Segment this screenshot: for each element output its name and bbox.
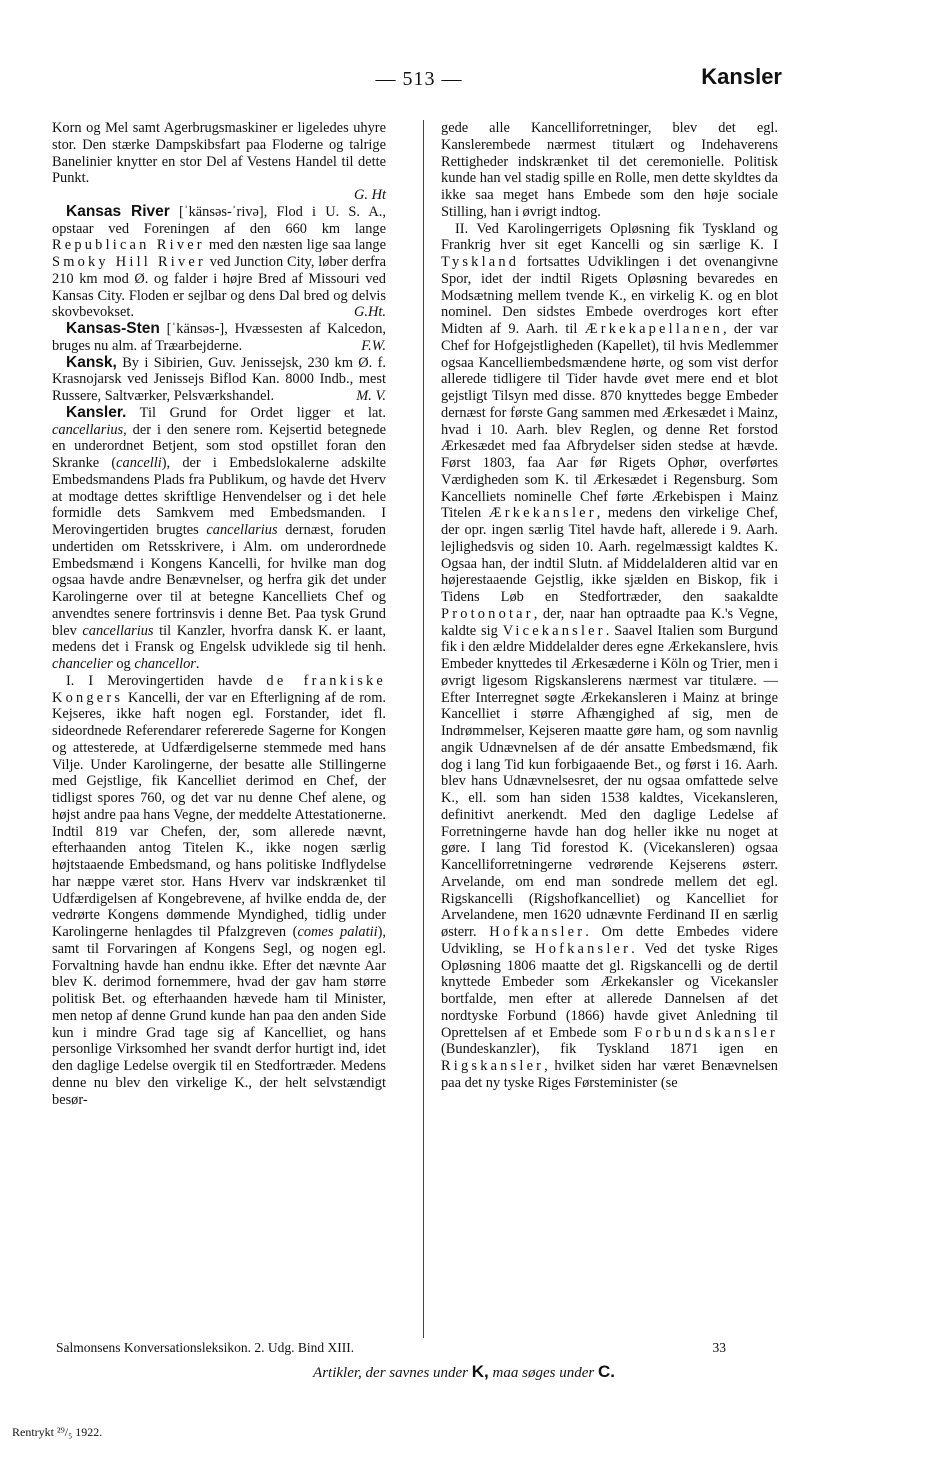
section-i: I. I Merovingertiden havde de frankiske Kongers Kancelli, der var en Efterligning af de rom. Kejseres, ikke haft nogen egl. Forstander, idet fl. sideordnede Referendarer refererede Sagerne for Kongen og attesterede, at Udfærdigelserne stemmede med hans Vilje. Under Karolingerne, der besatte alle Stillingerne med Gejstlige, fik Kancelliet derimod en Chef, der tidligst spores 760, og det var nu denne Chef alene, og højst andre paa hans Vegne, der meddelte Attestationerne. Indtil 819 var Chefen, der, som allerede nævnt, efterhaanden antog Titelen K., ikke nogen særlig højtstaaende Embedsmand, og hans politiske Indflydelse har næppe været stor. Hans Hverv var indskrænket til Udfærdigelsen af Kongebrevene, af hvilke endda de, der vedrørte Kongens dømmende Myndighed, tidlig under Karolingerne henlagdes til Pfalzgreven (comes palatii), samt til Forvaringen af Kongens Segl, og nogen egl. Forvaltning havde han endnu ikke. Efter det nævnte Aar blev K. derimod fornemmere, hvad der gav ham større politisk Bet. og efterhaanden hævede ham til Minister, men netop af denne Grund kunde han paa den anden Side kun i mindre Grad tage sig af Kancelliet, og hans personlige Virksomhed her svandt derfor hurtigt ind, idet den daglige Ledelse overgik til en Stedfortræder. Medens denne nu blev den virkelige K., der helt selvstændigt besør- xyxy=(52,672,387,1108)
footer-note: Artikler, der savnes under K, maa søges under C. xyxy=(313,1362,615,1381)
author-signature: F.W. xyxy=(361,337,386,354)
entry-headword: Kansk, xyxy=(66,353,117,371)
left-column xyxy=(52,120,386,1108)
author-signature: M. V. xyxy=(356,388,386,404)
running-head: Kansler xyxy=(701,64,782,89)
author-signature: G. Ht xyxy=(354,187,386,203)
section-ii: II. Ved Karolingerrigets Opløsning fik Tyskland og Frankrig hver sit eget Kancelli og sin særlige K. I Tyskland fortsattes Udviklingen i det ovenangivne Spor, idet der indtil Rigets Opløsning bevaredes en Modsætning mellem tvende K., en virkelig K. og en blot nominel. Den sidstes Embede overdroges kort efter Midten af 9. Aarh. til Ærkekapellanen, der var Chef for Hofgejstligheden (Kapellet), til hvis Medlemmer ogsaa Kancelliembedsmændene hørte, og som vist derfor allerede tidligere til Tider havde øvet mere end et blot gejstligt Tilsyn med disse. 870 knyttedes begge Embeder dernæst for første Gang sammen med Ærkesædet i Mainz, hvad i 10. Aarh. blev Reglen, og denne Ret forstod Ærkesædet med faa Afbrydelser siden stedse at hævde. Først 1803, faa Aar før Rigets Ophør, overførtes Værdigheden som K. til Ærkesædet i Regensburg. Som Kancelliets nominelle Chef førte Ærkebispen i Mainz Titelen Ærkekansler, medens den virkelige Chef, der opr. ingen særlig Titel havde haft, allerede i 9. Aarh. lejlighedsvis og siden 10. Aarh. regelmæssigt kaldtes K. Ogsaa han, der indtil Slutn. af Middelalderen altid var en højerestaaende Gejstlig, ikke sjælden en Biskop, fik i Tidens Løb en Stedfortræder, den saakaldte Protonotar, der, naar han optraadte paa K.'s Vegne, kaldte sig Vicekansler. Saavel Italien som Burgund fik i den ældre Middelalder deres egne Ærkekanslere, hvis Embeder knyttedes til Ærkesæderne i Köln og Trier, men i øvrigt ligesom Rigskanslerens nærmest var titulære. — Efter Interregnet søgte Ærkekansleren i Mainz at bringe Kancelliet i større Afhængighed af sig, men de Indrømmelser, Kejseren maatte gøre ham, og som navnlig angik Udnævnelsen af de dér ansatte Embedsmænd, fik dog i lang Tid kun forbigaaende Bet., og først i 16. Aarh. blev hans Udnævnelsesret, der nu ogsaa omfattede selve K., ell. som han siden 1538 kaldtes, Vicekansleren, definitivt anerkendt. Med den daglige Ledelse af Forretningerne havde han dog heller ikke nu noget at gøre. I lang Tid forestod K. (Vicekansleren) ogsaa Kancelliforretningerne vedrørende Kejserens østerr. Arvelande, om end man sondrede mellem det egl. Rigskancelli (Rigshofkancelliet) og Kancelliet for Arvelandene, men 1620 udnævnte Ferdinand II en særlig østerr. Hofkansler. Om dette Embedes videre Udvikling, se Hofkansler. Ved det tyske Riges Opløsning 1806 maatte det gl. Rigskancelli og de dertil knyttede Embeder som Ærkekansler og Vicekansler bortfalde, men efter at allerede Dannelsen af det nordtyske Forbund (1866) havde givet Anledning til Oprettelsen af et Embede som Forbundskansler (Bundeskanzler), fik Tyskland 1871 igen en Rigskansler, hvilket siden har været Benævnelsen paa det ny tyske Riges Førsteminister (se xyxy=(441,220,779,1091)
page-header xyxy=(56,62,782,94)
reprint-mark: Rentrykt ²⁹/₅ 1922. xyxy=(12,1425,103,1439)
column-rule xyxy=(423,120,424,1338)
paragraph-kansas-city-end: Korn og Mel samt Agerbrugsmaskiner er ligeledes uhyre stor. Den stærke Dampskibsfart paa Floderne og talrige Banelinier knytter en stor Del af Vestens Handel til dette Punkt. G. Ht xyxy=(52,120,386,203)
author-signature: G.Ht. xyxy=(354,304,386,321)
paragraph-continuation: gede alle Kancelliforretninger, blev det egl. Kanslerembede nærmest titulært og Indehaverens Rettigheder indskrænket til det ceremonielle. Politisk kunde han vel stadig spille en Rolle, men dette skyldtes da ikke saa meget hans Embede som den høje sociale Stilling, han i øvrigt indtog. xyxy=(441,120,778,220)
entry-kansas-sten: Kansas-Sten [ˈkänsəs-], Hvæssesten af Kalcedon, bruges nu alm. af Træarbejderne. F.W. xyxy=(52,320,386,354)
entry-kansler: Kansler. Til Grund for Ordet ligger et lat. cancellarius, der i den senere rom. Kejsertid betegnede en underordnet Betjent, som stod opstillet foran den Skranke (cancelli), der i Embedslokalerne adskilte Embedsmandens Plads fra Publikum, og havde det Hverv at modtage dettes skriftlige Henvendelser og i det hele formidle dets Samkvem med Embedsmanden. I Merovingertiden brugtes cancellarius dernæst, foruden undertiden om Retsskrivere, i Alm. om underordnede Embedsmænd i Kongens Kancelli, for hvilke man dog ogsaa havde andre Benævnelser, og herfra gik det under Karolingerne over til at betegne Kancelliets Chef og anvendtes senere fortrinsvis i denne Bet. Paa tysk Grund blev cancellarius til Kanzler, hvorfra dansk K. er laant, medens det i Fransk og Engelsk udviklede sig til henh. chancelier og chancellor. xyxy=(52,403,387,672)
entry-headword: Kansas River xyxy=(66,202,170,220)
footer-source-line xyxy=(56,1340,726,1356)
entry-headword: Kansler. xyxy=(66,403,127,421)
sheet-number: 33 xyxy=(712,1340,726,1355)
footer-source: Salmonsens Konversationsleksikon. 2. Udg. Bind XIII. xyxy=(56,1340,355,1355)
page-number: — 513 — xyxy=(375,68,463,90)
right-column xyxy=(441,120,778,1092)
entry-headword: Kansas-Sten xyxy=(66,320,160,337)
entry-kansas-river: Kansas River [ˈkänsəs-ˈrivə], Flod i U. S. A., opstaar ved Foreningen af den 660 km lange Republican River med den næsten lige saa lange Smoky Hill River ved Junction City, løber derfra 210 km mod Ø. og falder i højre Bred af Missouri ved Kansas City. Floden er sejlbar og dens Dal bred og delvis skovbevokset. G.Ht. xyxy=(52,202,387,321)
entry-kansk: Kansk, By i Sibirien, Guv. Jenissejsk, 230 km Ø. f. Krasnojarsk ved Jenissejs Biflod Kan. 8000 Indb., mest Russere, Saltværker, Pelsværkshandel. M. V. xyxy=(52,353,386,404)
